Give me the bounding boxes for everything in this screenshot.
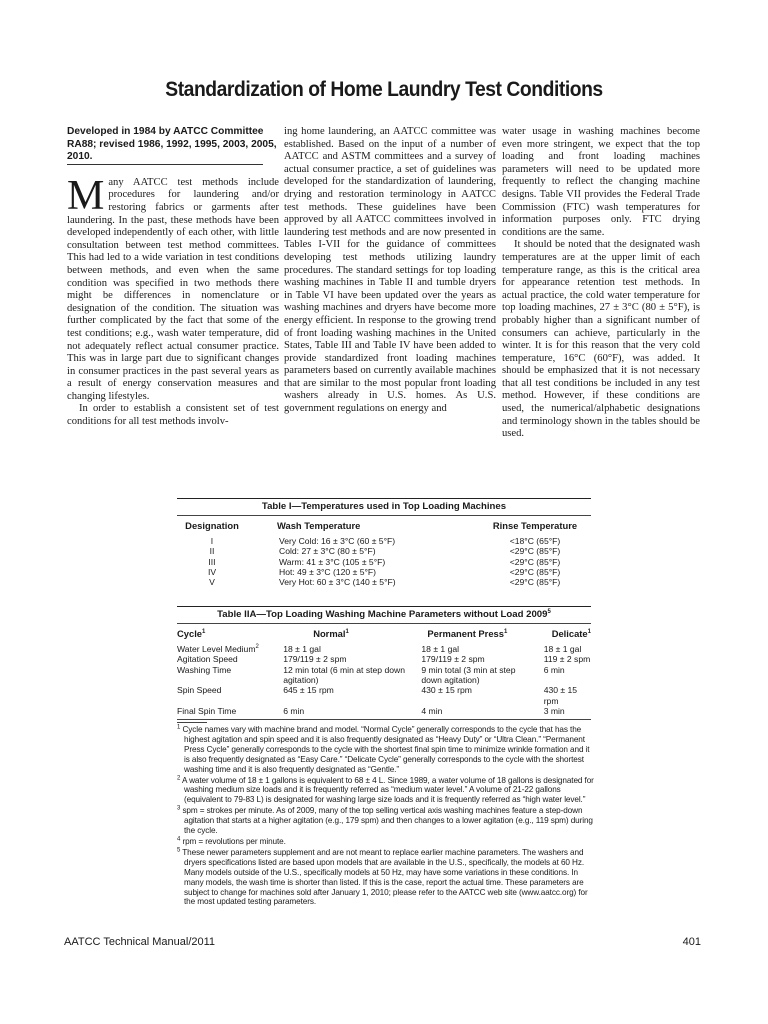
table-cell: Hot: 49 ± 3°C (120 ± 5°F) [279,567,377,578]
paragraph: water usage in washing machines become even more stringent, we expect that the top loading and front loading machines parameters will need to be updated more frequently to reflect the changing machine designs. Table VII provides the Federal Trade Commission (FTC) wash temperatures for information purposes only. FTC drying conditions are the same. [502,126,700,238]
table-cell: 12 min total (6 min at step down agitation) [283,664,405,686]
footer-publication: AATCC Technical Manual/2011 [64,936,216,948]
drop-cap: M [67,172,105,219]
table-temperatures [177,498,591,588]
divider [177,719,591,720]
table-row [177,567,591,577]
paragraph-text: any AATCC test methods include procedures for laundering and/or restoring fabrics or garments after laundering. In the past, these methods have been developed independently of each other, with little consultation between test method committees. This had led to a wide variation in test conditions between methods, and even when the same condition was specified in two methods there might be differences in nomenclature or designation of the condition. The situation was further complicated by the fact that some of the test conditions; e.g., wash water temperature, did not adequately reflect actual consumer practice. This was in large part due to significant changes in consumer practices in the past several years as a result of energy conservation measures and changing lifestyles. [67,176,279,402]
footnotes [177,722,595,908]
table-cell: Cold: 27 ± 3°C (80 ± 5°F) [279,546,376,557]
paragraph: In order to establish a consistent set of test conditions for all test methods involv- [67,403,279,428]
table-cell: 6 min [283,706,305,717]
column-header: Rinse Temperature [492,520,578,532]
page-number: 401 [682,936,701,948]
paragraph [67,172,279,404]
table-row [177,706,591,716]
table-cell: Agitation Speed [177,654,238,665]
table-cell: III [208,556,216,567]
table-cell: I [210,535,214,546]
table-row [177,665,591,686]
table-cell: <18°C (65°F) [509,535,561,546]
table-cell: <29°C (85°F) [509,567,561,578]
column-header: Delicate$^1$ [551,628,591,640]
table-cell: 119 ± 2 spm [543,654,591,665]
table-row [177,577,591,587]
text-column-3 [502,126,700,441]
table-cell: Very Hot: 60 ± 3°C (140 ± 5°F) [279,577,396,588]
table-cell: II [209,546,215,557]
table-cell: <29°C (85°F) [509,546,561,557]
footnote: $^3$ spm = strokes per minute. As of 2009, many of the top selling vertical axis washing machines feature a step-down agitation that starts at a higher agitation (e.g., 179 spm) and then changes to a lower agitation (e.g., 119 spm) during the cycle. [177,805,593,836]
table-row [177,685,591,706]
column-header: Normal$^1$ [313,628,349,640]
divider [67,164,263,165]
table-caption: Table IIA—Top Loading Washing Machine Parameters without Load 2009$^5$ [177,606,591,624]
text-column-2 [284,126,496,416]
table-cell: 179/119 ± 2 spm [283,654,347,665]
table-cell: 18 ± 1 gal [421,643,460,654]
text-column-1 [67,126,279,429]
table-cell: 18 ± 1 gal [283,643,321,654]
table-cell: Water Level Medium$^2$ [177,643,259,654]
table-cell: Very Cold: 16 ± 3°C (60 ± 5°F) [279,535,396,546]
footnote: $^4$ rpm = revolutions per minute. [177,836,286,846]
table-cell: 6 min [543,664,565,675]
intro-statement: Developed in 1984 by AATCC Committee RA88; revised 1986, 1992, 1995, 2003, 2005, 2010. [67,126,277,163]
footnote: $^5$ These newer parameters supplement and are not meant to replace earlier machine parameters. The washers and dryers specifications listed are based upon models that are available in the U.S., specifically, the models at 60 Hz. Many models outside of the U.S., specifically models at 50 Hz, may have some variations in these conditions. In many models, the wash time is shorter than listed. If this is the case, report the actual time. These parameters are subject to change for machines sold after January 1, 2010; please refer to the AATCC web site (www.aatcc.org) for the most updated testing parameters. [177,847,588,907]
column-header: Designation [185,520,239,532]
table-cell: 430 ± 15 rpm [421,685,472,696]
table-cell: 18 ± 1 gal [543,643,582,654]
column-header: Permanent Press$^1$ [427,628,508,640]
table-row [177,536,591,546]
table-cell: V [209,577,215,588]
table-row [177,546,591,556]
paragraph: It should be noted that the designated wash temperatures are at the upper limit of each temperature range, as this is the critical area for appearance retention test methods. In actual practice, the cold water temperature for top loading machines, 27 ± 3°C (80 ± 5°F), is probably higher than a significant number of consumers can achieve, particularly in the winter. It is for this reason that the very cold temperature, 16°C (60°F), was added. It should be emphasized that it is not necessary that all test conditions be included in any test method. However, if these conditions are used, the numerical/alphabetic designations and terminology shown in the tables should be used. [502,239,700,440]
column-header: Wash Temperature [277,520,361,532]
table-cell: Final Spin Time [177,706,237,717]
table-cell: 430 ± 15 rpm [543,685,578,706]
table-cell: 645 ± 15 rpm [283,685,334,696]
table-cell: 4 min [421,706,443,717]
table-cell: IV [207,567,217,578]
table-cell: Washing Time [177,664,232,675]
table-caption: Table I—Temperatures used in Top Loading Machines [177,498,591,516]
table-machine-parameters [177,606,591,720]
table-header-row [177,516,591,535]
table-cell: Spin Speed [177,685,222,696]
table-cell: 3 min [543,706,565,717]
divider [177,722,207,723]
table-row [177,654,591,664]
table-row [177,557,591,567]
footnote: $^2$ A water volume of 18 ± 1 gallons is equivalent to 68 ± 4 L. Since 1989, a water volume of 18 gallons is designated for washing medium size loads and it is frequently referred as “medium water level.” A volume of 21-22 gallons (equivalent to 79-83 L) is designated for washing large size loads and it is frequently referred as “high water level.” [177,774,594,805]
table-header-row [177,624,591,643]
table-cell: 9 min total (3 min at step down agitation) [421,664,516,686]
table-cell: Warm: 41 ± 3°C (105 ± 5°F) [279,556,386,567]
table-cell: <29°C (85°F) [509,556,561,567]
table-cell: <29°C (85°F) [509,577,561,588]
paragraph: ing home laundering, an AATCC committee was established. Based on the input of a number of AATCC and ASTM committees and a survey of actual consumer practice, a set of guidelines was developed for the standardization of laundering, drying and restoration terminology in AATCC test methods. These guidelines have been approved by all AATCC committees involved in laundering test methods and are now presented in Tables I-VII for the guidance of committees developing test methods utilizing laundry procedures. The standard settings for top loading washing machines in Table II and tumble dryers in Table VI have been updated over the years as washing machines and dryers have become more energy efficient. In response to the growing trend of front loading washing machines in the United States, Table III and Table IV have been added to provide standardized front loading machines parameters based on currently available machines that are similar to the most popular front loading washers already in U.S. homes. As U.S. government regulations on energy and [284,126,496,415]
page-title: Standardization of Home Laundry Test Conditions [165,78,603,101]
table-cell: 179/119 ± 2 spm [421,654,485,665]
table-row [177,644,591,654]
footnote: $^1$ Cycle names vary with machine brand and model. “Normal Cycle” generally corresponds to the cycle that has the highest agitation and spin speed and it is also frequently designated as “Heavy Duty” or “Ultra Clean.” “Permanent Press Cycle” generally corresponds to the cycle with the shortest final spin time to minimize wrinkle formation and it is also frequently designated as “Easy Care.” “Delicate Cycle” generally corresponds to the cycle with the shortest washing time and it is also frequently designated as “Gentle.” [177,724,590,774]
column-header: Cycle$^1$ [177,628,206,640]
